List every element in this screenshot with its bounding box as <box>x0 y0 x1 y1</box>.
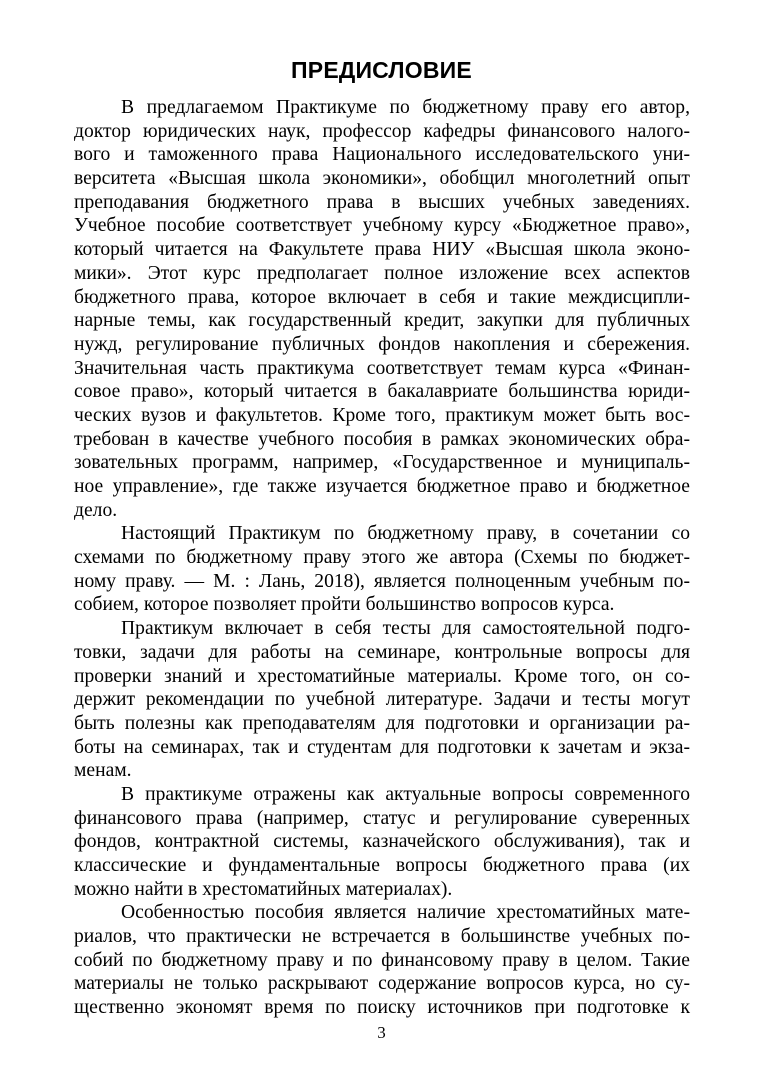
paragraph <box>74 617 690 783</box>
text-line: В предлагаемом Практикуме по бюджетному праву его автор, <box>121 97 690 118</box>
text-line: менам. <box>74 760 132 782</box>
text-line: быть полезны как преподавателям для подготовки и организации ра- <box>74 712 690 734</box>
page-number: 3 <box>377 1023 386 1042</box>
text-line: дело. <box>74 499 118 521</box>
text-line: Практикум включает в себя тесты для самостоятельной подго- <box>121 618 690 640</box>
text-line: схемами по бюджетному праву этого же автора (Схемы по бюджет- <box>74 547 690 569</box>
text-line: можно найти в хрестоматийных материалах). <box>74 878 453 900</box>
text-line: щественно экономят время по поиску источников при подготовке к <box>74 997 690 1019</box>
text-line: вого и таможенного права Национального исследовательского уни- <box>74 144 690 166</box>
text-line: совое право», который читается в бакалавриате большинства юриди- <box>74 381 690 403</box>
text-line: нарные темы, как государственный кредит, закупки для публичных <box>74 310 690 332</box>
paragraph <box>74 783 690 901</box>
text-line: Особенностью пособия является наличие хрестоматийных мате- <box>121 902 690 924</box>
paragraph <box>74 901 690 1019</box>
text-line: товки, задачи для работы на семинаре, контрольные вопросы для <box>74 641 690 663</box>
text-line: Настоящий Практикум по бюджетному праву, в сочетании со <box>121 523 690 545</box>
text-line: ное управление», где также изучается бюджетное право и бюджетное <box>74 476 690 497</box>
text-line: преподавания бюджетного права в высших учебных заведениях. <box>74 191 690 213</box>
text-line: держит рекомендации по учебной литературе. Задачи и тесты могут <box>74 689 690 711</box>
text-line: бюджетного права, которое включает в себя и такие междисципли- <box>74 286 690 308</box>
text-line: который читается на Факультете права НИУ «Высшая школа эконо- <box>74 239 690 261</box>
text-line: финансового права (например, статус и регулирование суверенных <box>74 807 690 829</box>
text-line: ному праву. — М. : Лань, 2018), является полноценным учебным по- <box>74 570 690 592</box>
text-line: мики». Этот курс предполагает полное изложение всех аспектов <box>74 262 690 284</box>
text-line: Учебное пособие соответствует учебному курсу «Бюджетное право», <box>74 215 690 237</box>
text-line: риалов, что практически не встречается в большинстве учебных по- <box>74 926 690 948</box>
text-line: собий по бюджетному праву и по финансовому праву в целом. Такие <box>74 949 690 971</box>
text-line: Значительная часть практикума соответствует темам курса «Финан- <box>74 357 690 379</box>
text-line: требован в качестве учебного пособия в рамках экономических обра- <box>74 428 690 450</box>
text-line: материалы не только раскрывают содержание вопросов курса, но су- <box>74 973 690 995</box>
text-line: В практикуме отражены как актуальные вопросы современного <box>121 783 690 805</box>
paragraph <box>74 96 690 522</box>
text-line: собием, которое позволяет пройти большинство вопросов курса. <box>74 594 615 616</box>
text-line: зовательных программ, например, «Государственное и муниципаль- <box>74 452 690 474</box>
text-line: ческих вузов и факультетов. Кроме того, практикум может быть вос- <box>74 404 690 426</box>
text-line: нужд, регулирование публичных фондов накопления и сбережения. <box>74 333 690 355</box>
paragraph <box>74 522 690 617</box>
text-line: классические и фундаментальные вопросы бюджетного права (их <box>74 855 690 876</box>
text-line: фондов, контрактной системы, казначейского обслуживания), так и <box>74 831 690 853</box>
text-line: верситета «Высшая школа экономики», обобщил многолетний опыт <box>74 168 690 190</box>
page-title: ПРЕДИСЛОВИЕ <box>291 57 472 83</box>
text-line: проверки знаний и хрестоматийные материалы. Кроме того, он со- <box>74 665 690 687</box>
text-line: боты на семинарах, так и студентам для подготовки к зачетам и экза- <box>74 736 690 758</box>
document-body <box>74 96 690 1020</box>
text-line: доктор юридических наук, профессор кафедры финансового налого- <box>74 120 690 142</box>
